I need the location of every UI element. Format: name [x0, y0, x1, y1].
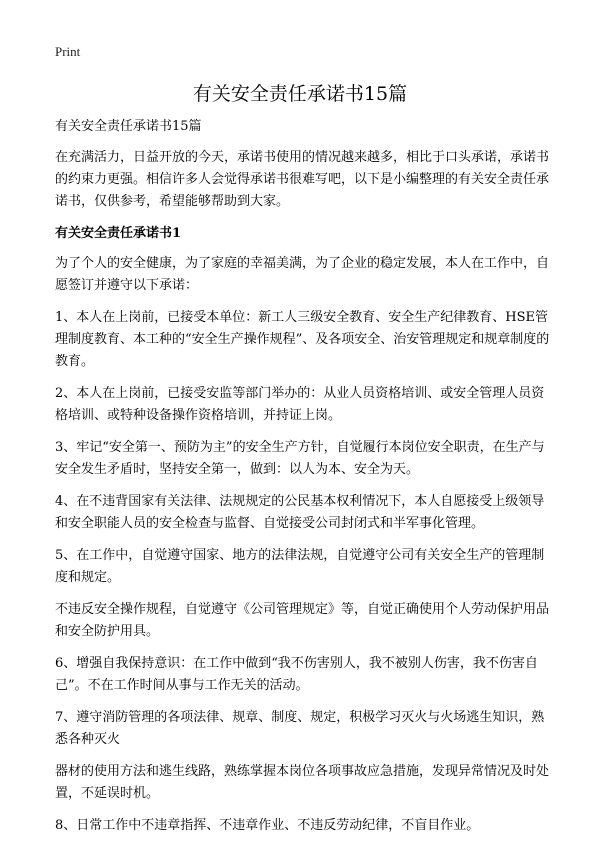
paragraph-item-7-cont: 器材的使用方法和逃生线路，熟练掌握本岗位各项事故应急措施，发现异常情况及时处置，不延误时机。 — [55, 764, 550, 801]
print-label: Print — [55, 44, 81, 59]
paragraph-item-5: 5、在工作中，自觉遵守国家、地方的法律法规，自觉遵守公司有关安全生产的管理制度和规定。 — [55, 548, 545, 585]
document-title: 有关安全责任承诺书15篇 — [192, 83, 408, 105]
intro-paragraph: 在充满活力，日益开放的今天，承诺书使用的情况越来越多，相比于口头承诺，承诺书的约束力更强。相信许多人会觉得承诺书很难写吧，以下是小编整理的有关安全责任承诺书，仅供参考，希望能够帮助到大家。 — [55, 150, 550, 209]
paragraph-item-3: 3、牢记“安全第一、预防为主”的安全生产方针，自觉履行本岗位安全职责，在生产与安全发生矛盾时，坚持安全第一，做到：以人为本、安全为天。 — [55, 440, 545, 477]
paragraph-item-7: 7、遵守消防管理的各项法律、规章、制度、规定，积极学习灭火与火场逃生知识，熟悉各种灭火 — [55, 710, 545, 747]
section-heading: 有关安全责任承诺书1 — [55, 226, 182, 241]
paragraph-item-2: 2、本人在上岗前，已接受安监等部门举办的：从业人员资格培训、或安全管理人员资格培训、或特种设备操作资格培训，并持证上岗。 — [55, 386, 545, 423]
document-subtitle: 有关安全责任承诺书15篇 — [55, 119, 202, 134]
paragraph-item-1: 1、本人在上岗前，已接受本单位：新工人三级安全教育、安全生产纪律教育、HSE管理制度教育、本工种的“安全生产操作规程”、及各项安全、治安管理规定和规章制度的教育。 — [55, 310, 550, 369]
document-body — [55, 116, 555, 847]
paragraph-item-4: 4、在不违背国家有关法律、法规规定的公民基本权利情况下，本人自愿接受上级领导和安全职能人员的安全检查与监督、自觉接受公司封闭式和半军事化管理。 — [55, 494, 545, 531]
paragraph-item-5-cont: 不违反安全操作规程，自觉遵守《公司管理规定》等，自觉正确使用个人劳动保护用品和安全防护用具。 — [55, 602, 550, 639]
paragraph-item-6: 6、增强自我保持意识：在工作中做到“我不伤害别人，我不被别人伤害，我不伤害自己”。不在工作时间从事与工作无关的活动。 — [55, 656, 538, 693]
paragraph-preamble: 为了个人的安全健康，为了家庭的幸福美满，为了企业的稳定发展，本人在工作中，自愿签订并遵守以下承诺： — [55, 256, 550, 293]
paragraph-item-8: 8、日常工作中不违章指挥、不违章作业、不违反劳动纪律，不盲目作业。 — [55, 818, 480, 833]
